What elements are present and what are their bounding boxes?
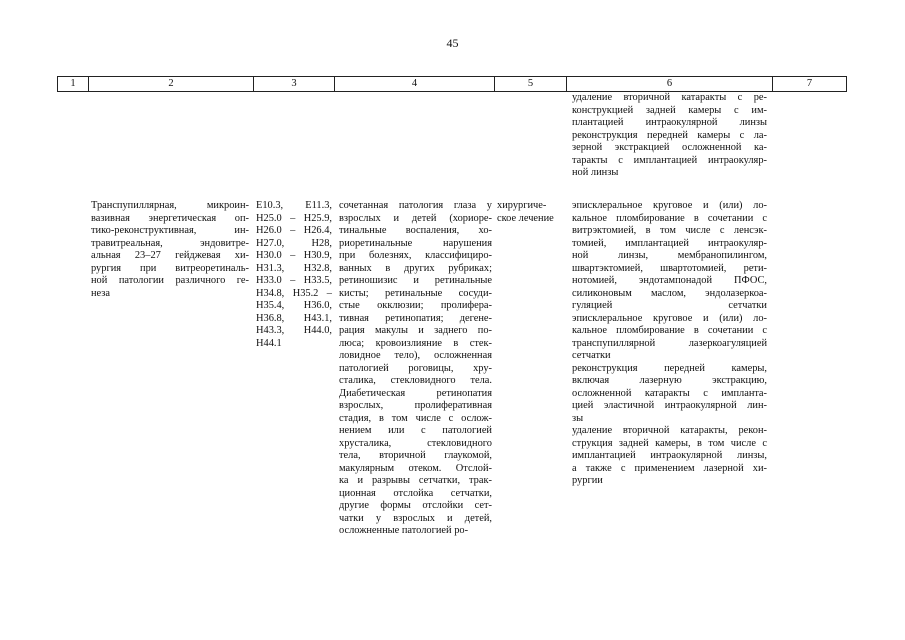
text-line: неза <box>91 287 111 299</box>
text-line: чатки у взрослых и детей, <box>339 512 492 524</box>
text-line: H25.0 – H25.9, <box>256 212 332 224</box>
text-line: сочетанная патология глаза у <box>339 200 492 211</box>
text-line: рургии <box>572 475 603 486</box>
text-line: при болезнях, классифициро- <box>339 250 492 261</box>
text-line: нением или с патологией <box>339 425 492 436</box>
text-line: риоретинальные нарушения <box>339 237 492 249</box>
text-line: H26.0 – H26.4, <box>256 225 332 236</box>
text-line: плантацией интраокулярной линзы <box>572 117 767 128</box>
text-line: включая лазерную экстракцию, <box>572 375 767 386</box>
text-line: ной линзы <box>572 167 619 178</box>
text-line: хирургиче- <box>497 200 547 211</box>
text-line: удаление вторичной катаракты с ре- <box>572 92 767 103</box>
text-line: кальное пломбирование в сочетании с <box>572 325 767 336</box>
text-line: таракты с имплантацией интраокуляр- <box>572 154 767 166</box>
text-line: ка и разрывы сетчатки, трак- <box>339 475 492 486</box>
text-line: люса; кровоизлияние в стек- <box>339 337 492 349</box>
text-line: силиконовым маслом, эндолазеркоа- <box>572 287 767 299</box>
text-line: макулярным отеком. Отслой- <box>339 462 492 474</box>
text-line: H43.3, H44.0, <box>256 325 332 336</box>
text-line: гуляцией сетчатки <box>572 300 767 311</box>
text-line: H35.4, H36.0, <box>256 300 332 311</box>
text-line: транспупиллярной лазеркоагуляцией <box>572 337 767 349</box>
text-line: ванных в других рубриках; <box>339 262 492 274</box>
text-line: кальное пломбирование в сочетании с <box>572 212 767 224</box>
text-line: имплантацией интраокулярной линзы, <box>572 450 767 461</box>
text-line: взрослых и детей (хориоре- <box>339 212 492 224</box>
text-line: осложненной катаракты с имплантa- <box>572 387 767 399</box>
text-line: H36.8, H43.1, <box>256 312 332 324</box>
text-line: H27.0, H28, <box>256 237 332 249</box>
text-line: нотомией, эндотампонадой ПФОС, <box>572 275 767 286</box>
text-line: стые окклюзии; пролифера- <box>339 300 492 311</box>
text-line: рация макулы и заднего по- <box>339 325 492 336</box>
text-line: тинальные воспаления, хо- <box>339 225 492 236</box>
text-line: зы <box>572 412 584 424</box>
text-line: H31.3, H32.8, <box>256 262 332 274</box>
procedure-name-cell <box>91 200 249 300</box>
column-divider <box>846 76 847 91</box>
text-line: ское лечение <box>497 212 554 224</box>
text-line: удаление вторичной катаракты, рекон- <box>572 425 767 436</box>
text-line: ретиношизис и ретинальные <box>339 275 492 286</box>
text-line: ловидное тело), осложненная <box>339 350 492 361</box>
text-line: конструкцией задней камеры с им- <box>572 104 767 116</box>
text-line: эписклеральное круговое и (или) ло- <box>572 312 767 324</box>
column-header: 5 <box>527 78 534 89</box>
text-line: альная 23–27 гейджевая хи- <box>91 250 249 261</box>
text-line: H30.0 – H30.9, <box>256 250 332 261</box>
text-line: H33.0 – H33.5, <box>256 275 332 286</box>
column-header: 4 <box>411 78 418 89</box>
text-line: ционная отслойка сетчатки, <box>339 487 492 499</box>
text-line: ной линзы, мембранопилингом, <box>572 250 767 261</box>
text-line: тико-реконструктивная, ин- <box>91 225 249 236</box>
text-line: реконструкция передней камеры с ла- <box>572 129 767 141</box>
text-line: осложненные патологией ро- <box>339 525 469 536</box>
text-line: тела, вторичной глаукомой, <box>339 450 492 461</box>
text-line: сетчатки <box>572 350 611 361</box>
text-line: витрэктомией, в том числе с ленсэк- <box>572 225 767 236</box>
text-line: кисты; ретинальные сосуди- <box>339 287 492 299</box>
column-header: 3 <box>291 78 297 89</box>
previous-row-methods-cell <box>572 92 767 180</box>
column-header: 2 <box>168 78 174 89</box>
text-line: зерной экстракцией осложненной ка- <box>572 142 767 153</box>
text-line: эписклеральное круговое и (или) ло- <box>572 200 767 211</box>
text-line: Транспупиллярная, микроин- <box>91 200 249 211</box>
text-line: H44.1 <box>256 337 282 349</box>
column-header: 1 <box>70 78 76 89</box>
text-line: сталика, стекловидного тела. <box>339 375 492 386</box>
text-line: травитреальная, эндовитре- <box>91 237 249 249</box>
text-line: реконструкция передней камеры, <box>572 362 767 374</box>
text-line: другие формы отслойки сет- <box>339 500 492 511</box>
text-line: ной патологии различного ге- <box>91 275 249 286</box>
text-line: швартэктомией, швартотомией, рети- <box>572 262 767 274</box>
text-line: тивная ретинопатия; дегене- <box>339 312 492 324</box>
text-line: хрусталика, стекловидного <box>339 437 492 449</box>
text-line: стадия, в том числе с ослож- <box>339 412 492 424</box>
patient-model-cell <box>339 200 492 538</box>
text-line: струкция задней камеры, в том числе с <box>572 437 767 449</box>
text-line: а также с применением лазерной хи- <box>572 462 767 474</box>
text-line: взрослых, пролиферативная <box>339 400 492 411</box>
treatment-type-cell <box>497 200 565 225</box>
text-line: рургия при витреоретиналь- <box>91 262 249 274</box>
icd-codes-cell <box>256 200 332 350</box>
column-header: 6 <box>666 78 673 89</box>
page-number: 45 <box>446 36 459 50</box>
text-line: цией эластичной интраокулярной лин- <box>572 400 767 411</box>
text-line: Диабетическая ретинопатия <box>339 387 492 399</box>
treatment-methods-cell <box>572 200 767 488</box>
text-line: патологией роговицы, хру- <box>339 362 492 374</box>
column-header: 7 <box>806 78 813 89</box>
text-line: вазивная энергетическая оп- <box>91 212 249 224</box>
text-line: томией, имплантацией интраокуляр- <box>572 237 767 249</box>
text-line: H34.8, H35.2 – <box>256 287 332 299</box>
text-line: E10.3, E11.3, <box>256 200 332 211</box>
